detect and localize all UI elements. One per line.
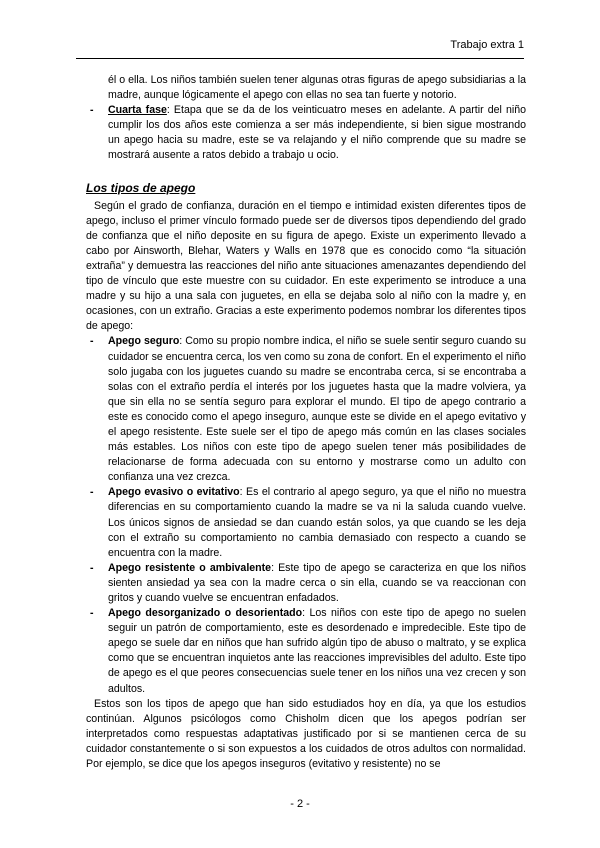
list-dash: -	[90, 104, 94, 117]
attachment-term: Apego seguro	[108, 335, 180, 348]
attachment-type-item	[86, 561, 526, 606]
closing-paragraph	[86, 697, 526, 772]
page-header-title: Trabajo extra 1	[450, 39, 524, 51]
attachment-type-item	[86, 485, 526, 560]
document-body	[86, 73, 526, 772]
attachment-description: : Como su propio nombre indica, el niño se suele sentir seguro cuando su cuidador se encuentra cerca, los ven como su zona de confort. En el experimento el niño solo jugaba con los juguetes cuando su madre se encontraba cerca, si se encontraba a solas con el extraño perdía el interés por los juguetes hasta que la madre volviera, ya que sin ella no se sentía seguro para explorar el mundo. El tipo de apego contrario a este es conocido como el apego inseguro, aunque este se divide en el apego evitativo y el apego resistente. Este suele ser el tipo de apego más común en las clases sociales más estables. Los niños con este tipo de apego suelen tener más posibilidades de relacionarse de forma adecuada con su entorno y mostrarse como un adulto con confianza una vez crezca.	[108, 335, 526, 484]
attachment-description: : Es el contrario al apego seguro, ya que el niño no muestra diferencias en su comportamiento cuando la madre se va ni la saluda cuando vuelve. Los únicos signos de ansiedad se dan cuando están solos, ya que cuando se les deja con el extraño su comportamiento no cambia demasiado con respecto a cuando se encuentra con la madre.	[108, 486, 526, 559]
attachment-term: Apego desorganizado o desorientado	[108, 607, 303, 620]
phase-description: : Etapa que se da de los veinticuatro meses en adelante. A partir del niño cumplir los dos años este comienza a ser más independiente, si bien sigue mostrando un apego hacia su madre, este se va relajando y el niño comprende que su madre se mostrará ausente a ratos debido a trabajo u ocio.	[108, 104, 526, 162]
intro-paragraph	[86, 199, 526, 335]
attachment-type-item	[86, 334, 526, 485]
list-dash: -	[90, 486, 94, 499]
phase-list-item	[86, 103, 526, 163]
attachment-description: : Los niños con este tipo de apego no suelen seguir un patrón de comportamiento, este es desordenado e impredecible. Este tipo de apego se suele dar en niños que han sufrido algún tipo de abuso o maltrato, y se explica como que se encuentran inquietos ante las reacciones imprevisibles del adulto. Este tipo de apego es el que peores consecuencias suele tener en los niños una vez crecen y son adultos.	[108, 607, 526, 695]
intro-text: Según el grado de confianza, duración en el tiempo e intimidad existen diferentes tipos de apego, incluso el primer vínculo formado puede ser de diversos tipos dependiendo del grado de confianza que el niño deposite en su figura de apego. Existe un experimento llevado a cabo por Ainsworth, Blehar, Waters y Walls en 1978 que es conocido como “la situación extraña” y demuestra las reacciones del niño ante situaciones amenazantes dependiendo del tipo de vínculo que este muestre con su cuidador. En este experimento se introduce a una madre y su hijo a una sala con juguetes, en ella se dejaba solo al niño con la madre y, en ocasiones, con un extraño. Gracias a este experimento podemos nombrar los diferentes tipos de apego:	[86, 199, 526, 333]
phase-term: Cuarta fase	[108, 104, 167, 117]
page-number: - 2 -	[290, 798, 310, 810]
list-dash: -	[90, 561, 94, 574]
header-rule	[76, 58, 524, 59]
attachment-description: : Este tipo de apego se caracteriza en que los niños sienten ansiedad ya sea con la madre cerca o sin ella, cuando se va reaccionan con gritos y cuando vuelve se encuentran enfadados.	[108, 561, 526, 604]
section-heading: Los tipos de apego	[86, 180, 196, 195]
attachment-term: Apego evasivo o evitativo	[108, 486, 240, 499]
attachment-term: Apego resistente o ambivalente	[108, 561, 272, 574]
continuation-paragraph: él o ella. Los niños también suelen tener algunas otras figuras de apego subsidiarias a la madre, aunque lógicamente el apego con ellas no sea tan fuerte y notorio.	[108, 74, 526, 102]
attachment-type-item	[86, 606, 526, 697]
list-dash: -	[90, 607, 94, 620]
list-dash: -	[90, 335, 94, 348]
closing-text: Estos son los tipos de apego que han sido estudiados hoy en día, ya que los estudios continúan. Algunos psicólogos como Chisholm dicen que los apegos podrían ser interpretados como respuestas adaptativas justificado por si se mantienen cerca de su cuidador constantemente o si son expuestos a los cuidados de otros adultos con normalidad. Por ejemplo, se dice que los apegos inseguros (evitativo y resistente) no se	[86, 697, 526, 771]
